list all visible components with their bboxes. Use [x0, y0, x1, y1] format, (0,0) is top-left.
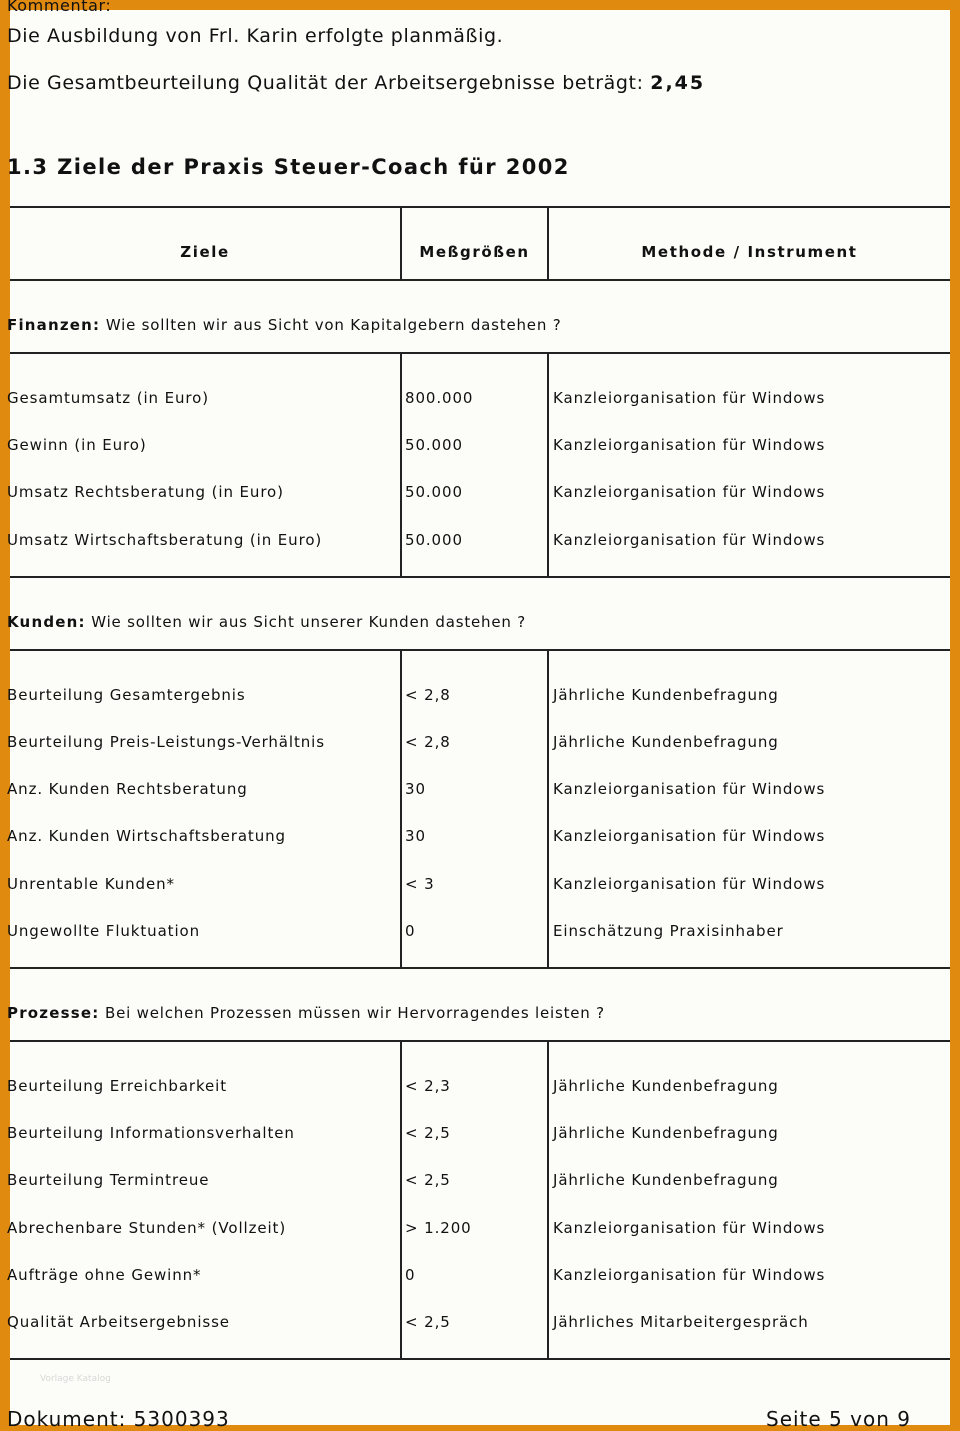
section-question: Wie sollten wir aus Sicht unserer Kunden dastehen ? — [85, 612, 527, 631]
header-column-rule-1 — [400, 206, 402, 281]
training-statement: Die Ausbildung von Frl. Karin erfolgte planmäßig. — [7, 25, 504, 47]
method-cell: Jährliche Kundenbefragung — [553, 1171, 779, 1190]
overall-rating-value: 2,45 — [650, 72, 706, 94]
method-cell: Jährliche Kundenbefragung — [553, 1077, 779, 1095]
section-rule-1 — [10, 352, 950, 354]
measure-cell: 50.000 — [405, 436, 463, 455]
overall-rating-statement — [7, 72, 705, 94]
method-cell: Kanzleiorganisation für Windows — [553, 1218, 826, 1237]
header-bottom-rule — [10, 279, 950, 281]
section-rule-3 — [10, 1040, 950, 1042]
footer-page-number: Seite 5 von 9 — [766, 1407, 911, 1431]
measure-cell: > 1.200 — [405, 1218, 472, 1237]
section-title-3 — [7, 1004, 605, 1022]
goal-cell: Aufträge ohne Gewinn* — [7, 1265, 202, 1284]
section-question: Wie sollten wir aus Sicht von Kapitalgebern dastehen ? — [100, 316, 562, 334]
section-3-column-rule-2 — [547, 1040, 549, 1360]
goal-cell: Abrechenbare Stunden* (Vollzeit) — [7, 1218, 287, 1237]
goal-cell: Beurteilung Erreichbarkeit — [7, 1077, 228, 1095]
goal-cell: Gewinn (in Euro) — [7, 436, 147, 455]
document-page — [7, 0, 950, 1431]
watermark: Vorlage Katalog — [40, 1374, 111, 1384]
measure-cell: < 2,3 — [405, 1077, 451, 1095]
method-cell: Kanzleiorganisation für Windows — [553, 530, 826, 549]
section-2-column-rule-1 — [400, 649, 402, 969]
method-cell: Kanzleiorganisation für Windows — [553, 780, 826, 799]
method-cell: Kanzleiorganisation für Windows — [553, 483, 826, 502]
section-title-1 — [7, 316, 561, 334]
measure-cell: 30 — [405, 827, 426, 846]
method-cell: Jährliche Kundenbefragung — [553, 685, 779, 704]
goal-cell: Beurteilung Gesamtergebnis — [7, 685, 246, 704]
goal-cell: Ungewollte Fluktuation — [7, 921, 200, 940]
method-cell: Kanzleiorganisation für Windows — [553, 874, 826, 893]
goal-cell: Qualität Arbeitsergebnisse — [7, 1313, 230, 1331]
goal-cell: Gesamtumsatz (in Euro) — [7, 389, 209, 407]
measure-cell: < 2,5 — [405, 1124, 451, 1143]
section-bottom-rule-2 — [10, 967, 950, 969]
section-bottom-rule-3 — [10, 1358, 950, 1360]
kommentar-fragment: Kommentar: — [7, 0, 112, 15]
goal-cell: Unrentable Kunden* — [7, 874, 175, 893]
measure-cell: 30 — [405, 780, 426, 799]
footer-document-number: Dokument: 5300393 — [7, 1407, 230, 1431]
method-cell: Kanzleiorganisation für Windows — [553, 436, 826, 455]
measure-cell: 0 — [405, 921, 416, 940]
measure-cell: < 2,8 — [405, 733, 451, 751]
section-2-column-rule-2 — [547, 649, 549, 969]
section-1-column-rule-1 — [400, 352, 402, 578]
goal-cell: Anz. Kunden Rechtsberatung — [7, 780, 248, 799]
measure-cell: 800.000 — [405, 389, 474, 407]
section-label: Prozesse: — [7, 1004, 100, 1022]
section-question: Bei welchen Prozessen müssen wir Hervorragendes leisten ? — [99, 1004, 605, 1022]
header-column-rule-2 — [547, 206, 549, 281]
method-cell: Jährliche Kundenbefragung — [553, 733, 779, 751]
section-heading: 1.3 Ziele der Praxis Steuer-Coach für 2002 — [7, 155, 570, 179]
goal-cell: Beurteilung Preis-Leistungs-Verhältnis — [7, 733, 325, 751]
overall-rating-text: Die Gesamtbeurteilung Qualität der Arbeitsergebnisse beträgt: — [7, 72, 644, 94]
measure-cell: 50.000 — [405, 483, 463, 502]
section-1-column-rule-2 — [547, 352, 549, 578]
measure-cell: < 2,5 — [405, 1313, 451, 1331]
method-cell: Kanzleiorganisation für Windows — [553, 389, 826, 407]
section-rule-2 — [10, 649, 950, 651]
section-label: Finanzen: — [7, 316, 101, 334]
method-cell: Jährliches Mitarbeitergespräch — [553, 1313, 809, 1331]
method-cell: Kanzleiorganisation für Windows — [553, 1265, 826, 1284]
goal-cell: Beurteilung Informationsverhalten — [7, 1124, 295, 1143]
section-bottom-rule-1 — [10, 576, 950, 578]
column-header-3: Methode / Instrument — [641, 243, 858, 261]
measure-cell: 50.000 — [405, 530, 463, 549]
goal-cell: Beurteilung Termintreue — [7, 1171, 210, 1190]
section-label: Kunden: — [7, 612, 86, 631]
measure-cell: < 2,8 — [405, 685, 451, 704]
section-3-column-rule-1 — [400, 1040, 402, 1360]
section-title-2 — [7, 613, 526, 631]
column-header-2: Meßgrößen — [419, 243, 530, 261]
measure-cell: < 3 — [405, 874, 435, 893]
method-cell: Jährliche Kundenbefragung — [553, 1124, 779, 1143]
method-cell: Einschätzung Praxisinhaber — [553, 921, 784, 940]
goal-cell: Anz. Kunden Wirtschaftsberatung — [7, 827, 286, 846]
goal-cell: Umsatz Rechtsberatung (in Euro) — [7, 483, 284, 502]
goal-cell: Umsatz Wirtschaftsberatung (in Euro) — [7, 530, 323, 549]
measure-cell: 0 — [405, 1265, 416, 1284]
method-cell: Kanzleiorganisation für Windows — [553, 827, 826, 846]
measure-cell: < 2,5 — [405, 1171, 451, 1190]
column-header-1: Ziele — [180, 243, 230, 261]
table-top-rule — [10, 206, 950, 208]
